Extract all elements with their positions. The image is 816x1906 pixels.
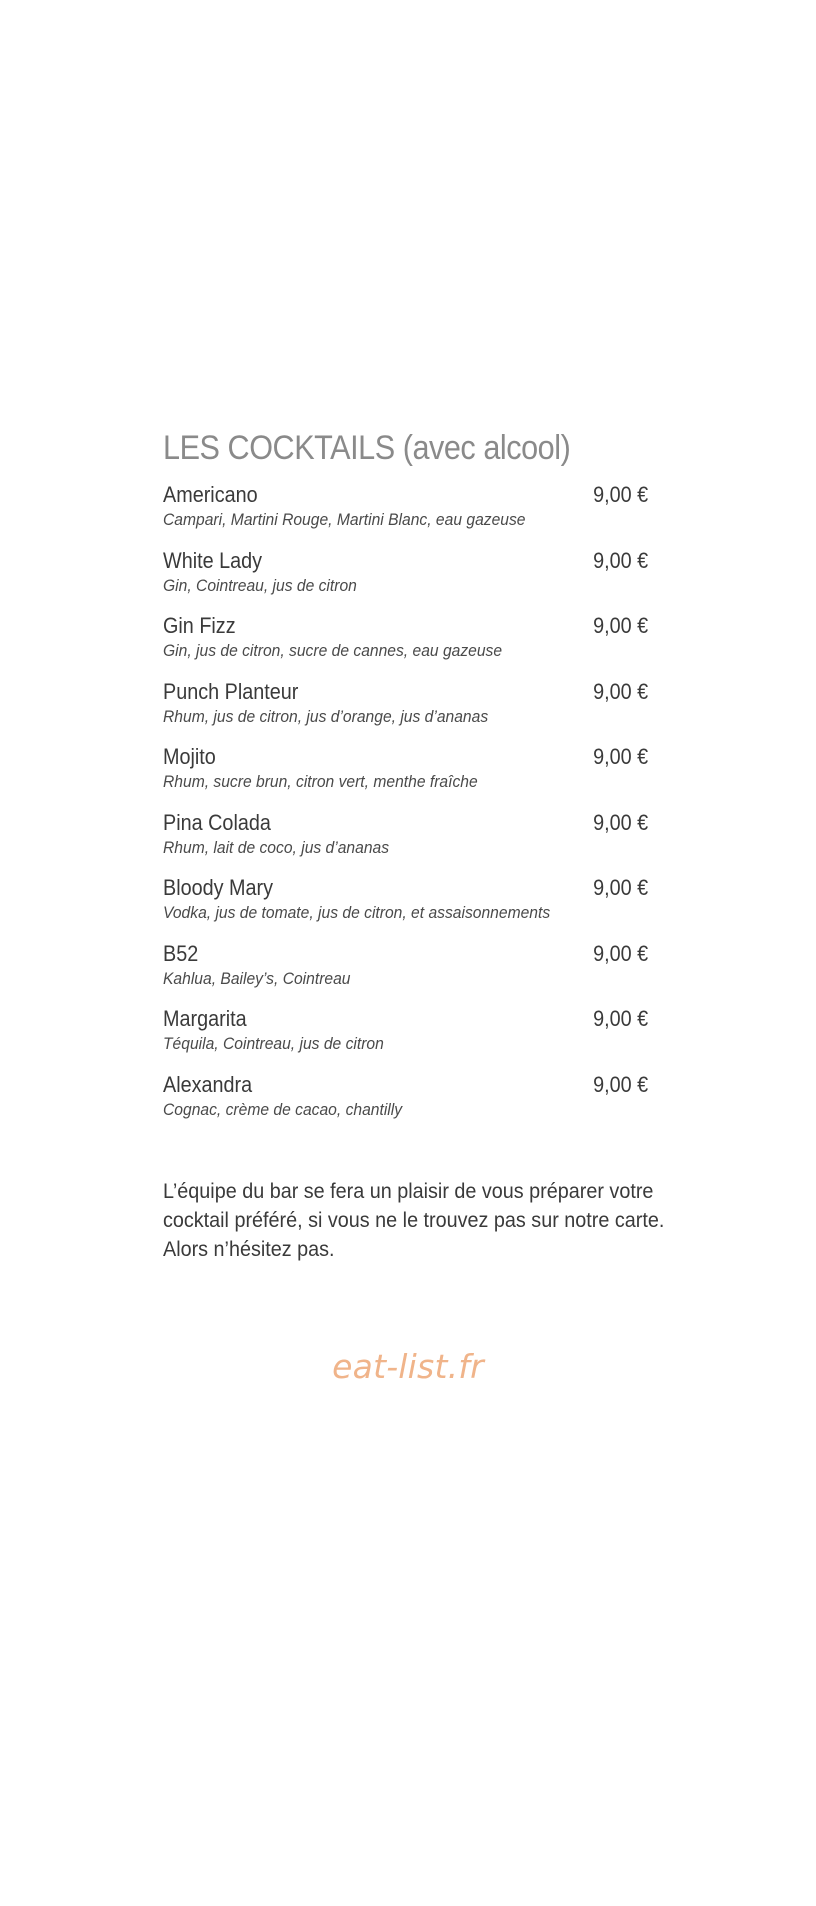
item-price: 9,00 € (592, 875, 648, 900)
item-name: Gin Fizz (163, 613, 236, 638)
menu-item (163, 679, 653, 745)
item-price: 9,00 € (592, 547, 648, 573)
item-description: Rhum, jus de citron, jus d’orange, jus d’ananas (163, 706, 489, 726)
item-price: 9,00 € (592, 744, 648, 769)
menu-item (163, 613, 653, 679)
item-description: Rhum, sucre brun, citron vert, menthe fraîche (163, 772, 478, 791)
menu-item (163, 1072, 653, 1138)
item-description: Rhum, lait de coco, jus d’ananas (163, 837, 390, 857)
menu-item (163, 875, 653, 941)
item-price: 9,00 € (592, 613, 648, 638)
item-price: 9,00 € (592, 678, 648, 704)
bar-note-line: cocktail préféré, si vous ne le trouvez pas sur notre carte. (163, 1208, 665, 1232)
menu-item (163, 548, 653, 614)
item-name: Pina Colada (163, 809, 271, 835)
item-name: Mojito (163, 744, 216, 769)
menu-item (163, 941, 653, 1007)
item-description: Téquila, Cointreau, jus de citron (163, 1034, 384, 1053)
menu-item (163, 744, 653, 810)
item-price: 9,00 € (592, 940, 648, 966)
item-description: Vodka, jus de tomate, jus de citron, et assaisonnements (163, 903, 551, 922)
item-description: Campari, Martini Rouge, Martini Blanc, eau gazeuse (163, 510, 526, 529)
item-name: White Lady (163, 547, 263, 573)
item-price: 9,00 € (592, 809, 648, 835)
cocktail-list (163, 482, 653, 1137)
watermark-logo: eat-list.fr (332, 1347, 484, 1386)
item-name: Punch Planteur (163, 678, 299, 704)
menu-item (163, 1006, 653, 1072)
bar-note-line: Alors n’hésitez pas. (163, 1237, 335, 1261)
item-name: Americano (163, 482, 258, 507)
bar-note (163, 1177, 678, 1264)
item-description: Kahlua, Bailey’s, Cointreau (163, 968, 351, 988)
item-name: Margarita (163, 1006, 247, 1031)
item-description: Gin, jus de citron, sucre de cannes, eau gazeuse (163, 641, 503, 660)
item-price: 9,00 € (592, 482, 648, 507)
bar-note-line: L’équipe du bar se fera un plaisir de vous préparer votre (163, 1179, 654, 1203)
item-name: Alexandra (163, 1071, 253, 1097)
item-name: Bloody Mary (163, 875, 274, 900)
item-description: Cognac, crème de cacao, chantilly (163, 1099, 403, 1119)
menu-item (163, 810, 653, 876)
menu-item (163, 482, 653, 548)
item-price: 9,00 € (592, 1006, 648, 1031)
section-title: LES COCKTAILS (avec alcool) (163, 429, 571, 467)
item-price: 9,00 € (592, 1071, 648, 1097)
item-name: B52 (163, 940, 199, 966)
item-description: Gin, Cointreau, jus de citron (163, 575, 357, 595)
